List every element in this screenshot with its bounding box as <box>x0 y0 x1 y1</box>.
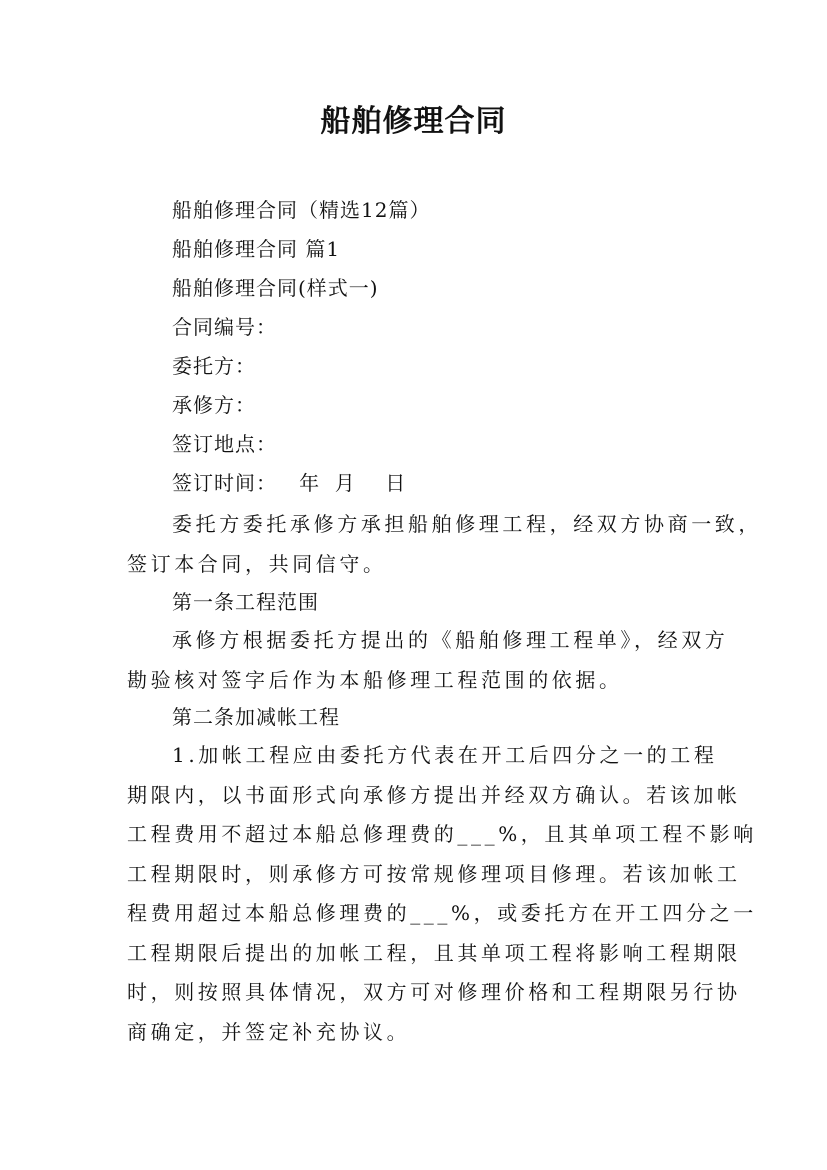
document-title: 船舶修理合同 <box>320 104 507 139</box>
paragraph-row: 时，则按照具体情况，双方可对修理价格和工程期限另行协 <box>127 980 741 1004</box>
paragraph-row: 程费用超过本船总修理费的___%，或委托方在开工四分之一 <box>127 901 757 925</box>
contractor-field: 承修方： <box>172 393 256 417</box>
paragraph-row: 勘验核对签字后作为本船修理工程范围的依据。 <box>127 667 623 692</box>
article-2-paragraph <box>127 736 757 1052</box>
signing-time-field: 签订时间： 年 月 日 <box>172 471 407 495</box>
paragraph-row: 工程费用不超过本船总修理费的___%，且其单项工程不影响 <box>127 822 757 846</box>
paragraph-row: 签订本合同，共同信守。 <box>127 551 387 576</box>
client-field: 委托方： <box>172 354 256 378</box>
signing-place-field: 签订地点： <box>172 432 277 456</box>
sample-heading: 船舶修理合同(样式一) <box>172 276 379 300</box>
part-heading: 船舶修理合同 篇1 <box>172 237 341 261</box>
contract-number-field: 合同编号： <box>172 315 277 339</box>
paragraph-row: 委托方委托承修方承担船舶修理工程，经双方协商一致， <box>172 512 762 536</box>
article-2-heading: 第二条加减帐工程 <box>172 705 340 729</box>
paragraph-row: 工程期限后提出的加帐工程，且其单项工程将影响工程期限 <box>127 940 741 965</box>
paragraph-row: 期限内，以书面形式向承修方提出并经双方确认。若该加帐 <box>127 782 741 807</box>
intro-paragraph <box>127 505 762 584</box>
paragraph-row: 承修方根据委托方提出的《船舶修理工程单》，经双方 <box>172 628 729 652</box>
article-1-paragraph <box>127 621 729 700</box>
article-1-heading: 第一条工程范围 <box>172 590 319 614</box>
paragraph-row: 工程期限时，则承修方可按常规修理项目修理。若该加帐工 <box>127 861 741 886</box>
paragraph-row: 商确定，并签定补充协议。 <box>127 1019 411 1044</box>
subtitle-line: 船舶修理合同（精选12篇） <box>172 198 431 222</box>
paragraph-row: 1.加帐工程应由委托方代表在开工后四分之一的工程 <box>172 743 718 767</box>
